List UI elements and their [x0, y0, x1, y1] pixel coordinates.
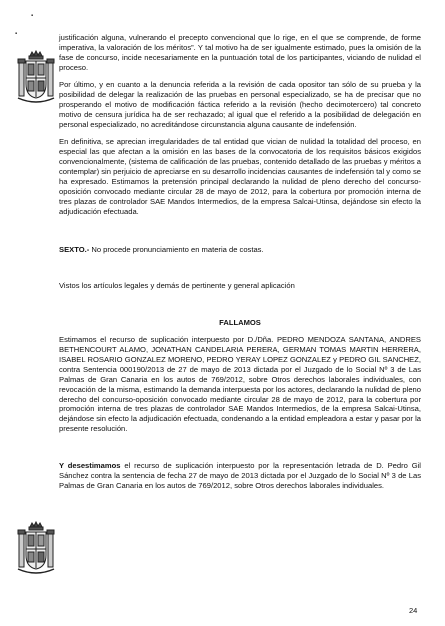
paragraph-desestimamos [59, 461, 421, 491]
scan-mark: ▪ [31, 13, 34, 19]
paragraph-justificacion: justificación alguna, vulnerando el precepto convencional que lo rige, en el que se comprende, de forme imperativa, la valoración de los méritos”. Y tal motivo ha de ser igualmente estimado, pues la omisión de la fase de concurso, incide necesariamente en la puntuación total de los participantes, viciando de nulidad el proceso. [59, 33, 421, 72]
page-number: 24 [409, 606, 418, 615]
sexto-label: SEXTO.- [59, 244, 90, 254]
paragraph-definitiva: En definitiva, se aprecian irregularidades de tal entidad que vician de nulidad la totalidad del proceso, en especial las que afectan a la omisión en las bases de la convocatoria de los requisitos básicos exigidos convencionalmente, (sistema de calificación de las pruebas, contenido detallado de las pruebas y méritos a contemplar) sin perjuicio de apreciarse en su desarrollo incidencias causantes de indefensión tal y como se ha expresado. Estimamos la pretensión principal declarando la nulidad de pleno derecho del concurso-oposición convocado mediante circular 28 de mayo de 2012, para la cobertura por promoción interna de tres plazas de controlador SAE Mandos Intermedios, de la empresa Salcai-Utinsa, dejándose sin efecto la adjudicación efectuada. [59, 137, 421, 216]
coat-of-arms-icon [16, 50, 56, 106]
paragraph-sexto [59, 245, 421, 255]
desestimamos-label: Y desestimamos [59, 460, 121, 470]
paragraph-vistos: Vistos los artículos legales y demás de pertinente y general aplicación [59, 281, 295, 291]
document-body [59, 33, 421, 498]
scan-mark: ▪ [15, 31, 18, 37]
paragraph-estimamos: Estimamos el recurso de suplicación interpuesto por D./Dña. PEDRO MENDOZA SANTANA, ANDRES BETHENCOURT ALAMO, JONATHAN CANDELARIA PERERA, GERMAN TOMAS MARTIN HERRERA, ISABEL ROSARIO GONZALEZ MORENO, PEDRO YERAY LOPEZ GONZALEZ y PEDRO GIL SANCHEZ, contra Sentencia 000190/2013 de 27 de mayo de 2013 dictada por el Juzgado de lo Social Nº 3 de Las Palmas de Gran Canaria en los autos de 769/2012, sobre Otros derechos laborales individuales, con revocación de la misma, estimando la demanda interpuesta por los actores, declarando la nulidad de pleno derecho del concurso-oposición convocado mediante circular 28 de mayo de 2012, para la cobertura por promoción interna de tres plazas de controlador SAE Mandos Intermedios, de la empresa Salcai-Utinsa, dejándose sin efecto la adjudicación efectuada, condenando a la entidad empleadora a estar y pasar por la presente resolución. [59, 335, 421, 434]
fallamos-heading: FALLAMOS [219, 317, 261, 327]
sexto-text: No procede pronunciamiento en materia de costas. [89, 244, 264, 254]
desestimamos-text: el recurso de suplicación interpuesto por la representación letrada de D. Pedro Gil Sánchez contra la sentencia de fecha 27 de mayo de 2013 dictada por el Juzgado de lo Social Nº 3 de Las Palmas de Gran Canaria en los autos de 769/2012, sobre Otros derechos laborales individuales. [59, 460, 421, 490]
paragraph-revision: Por último, y en cuanto a la denuncia referida a la revisión de cada opositor tan sólo de su prueba y la posibilidad de delegar la realización de las pruebas en personal especializado, se ha de precisar que no prosperando el motivo de modificación fáctica referido a la revisión (hecho decimotercero) tal concreto motivo de censura jurídica ha de ser rechazado; al igual que el referido a la posibilidad de delegación en personal especializado, no acreditándose circunstancia alguna causante de indefensión. [59, 80, 421, 129]
coat-of-arms-icon [16, 521, 56, 577]
